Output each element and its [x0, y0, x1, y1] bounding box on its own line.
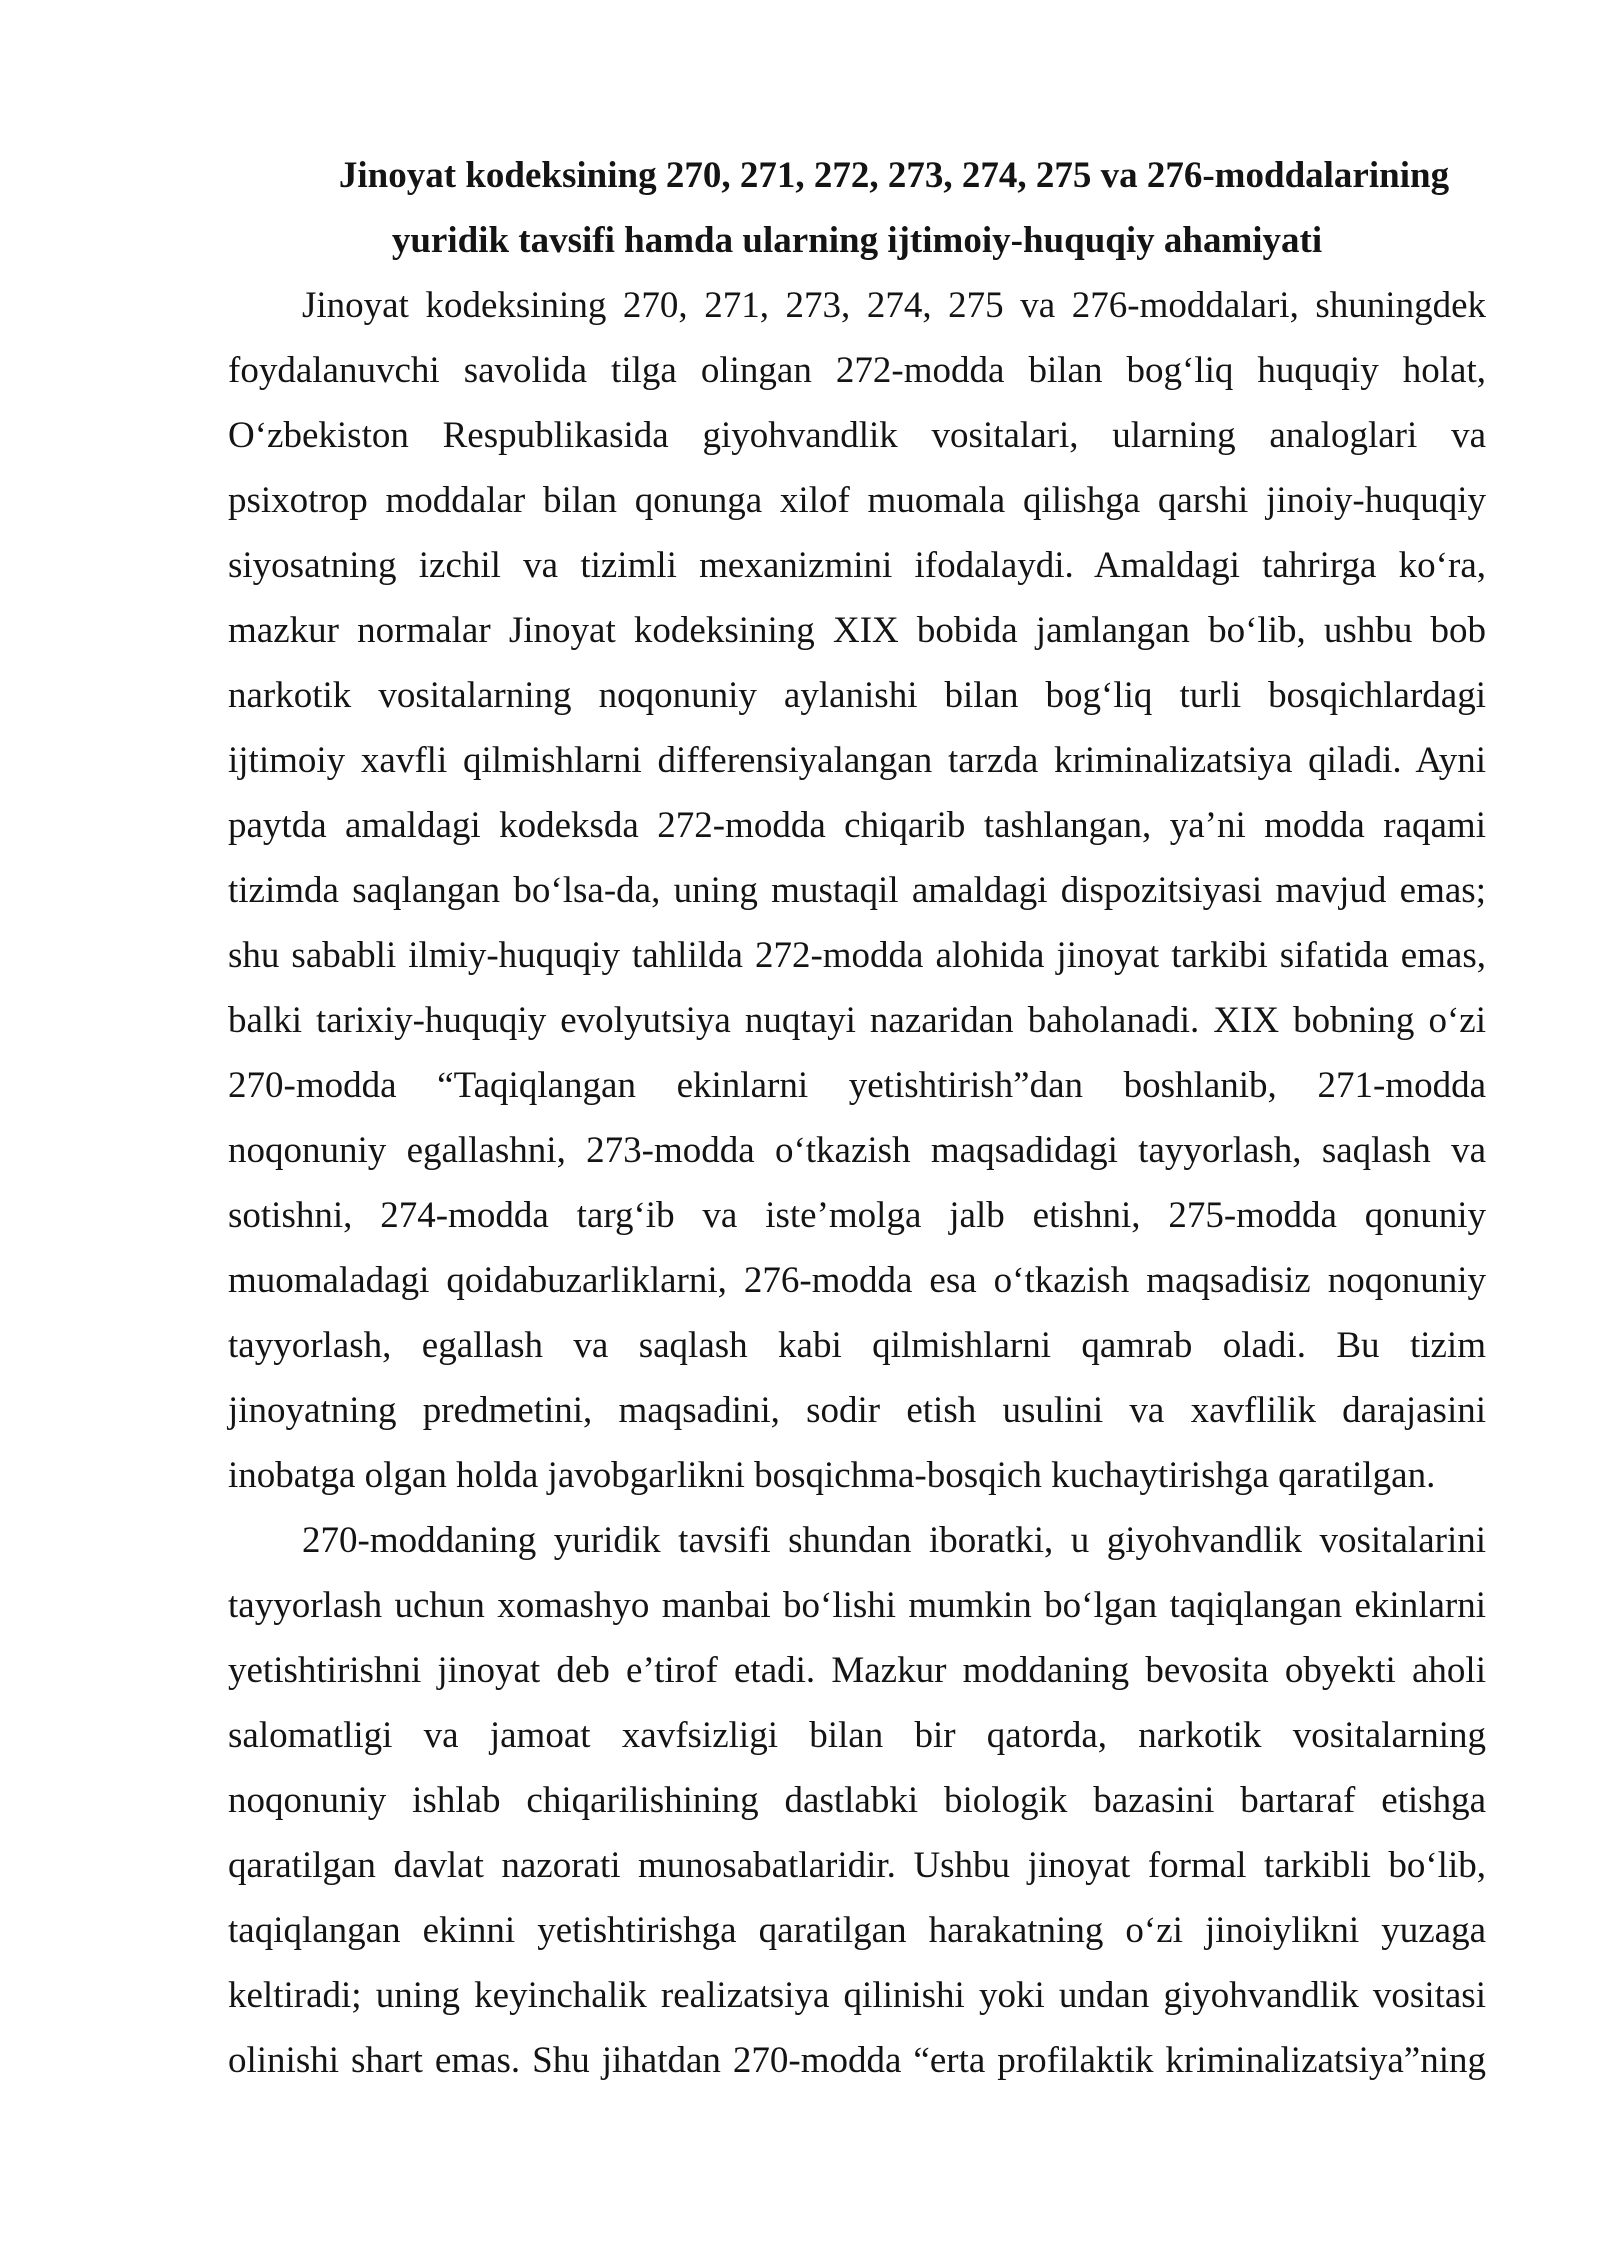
text-line: keltiradi; uning keyinchalik realizatsiya qilinishi yoki undan giyohvandlik vositasi — [228, 1975, 1486, 2016]
text-line: salomatligi va jamoat xavfsizligi bilan bir qatorda, narkotik vositalarning — [228, 1715, 1486, 1756]
text-line: 270-modda “Taqiqlangan ekinlarni yetishtirish”dan boshlanib, 271-modda — [228, 1065, 1486, 1106]
text-line: tayyorlash uchun xomashyo manbai bo‘lishi mumkin bo‘lgan taqiqlangan ekinlarni — [228, 1585, 1486, 1626]
text-line: tayyorlash, egallash va saqlash kabi qilmishlarni qamrab oladi. Bu tizim — [228, 1325, 1486, 1366]
text-line: balki tarixiy-huquqiy evolyutsiya nuqtayi nazaridan baholanadi. XIX bobning o‘zi — [228, 1000, 1486, 1041]
text-line: noqonuniy ishlab chiqarilishining dastlabki biologik bazasini bartaraf etishga — [228, 1780, 1486, 1821]
text-line: foydalanuvchi savolida tilga olingan 272-modda bilan bog‘liq huquqiy holat, — [228, 350, 1486, 391]
text-line: paytda amaldagi kodeksda 272-modda chiqarib tashlangan, ya’ni modda raqami — [228, 805, 1486, 846]
paragraph — [228, 1508, 1486, 2093]
title-line: yuridik tavsifi hamda ularning ijtimoiy-huquqiy ahamiyati — [391, 220, 1323, 261]
text-line: psixotrop moddalar bilan qonunga xilof muomala qilishga qarshi jinoiy-huquqiy — [228, 480, 1486, 521]
text-line: mazkur normalar Jinoyat kodeksining XIX bobida jamlangan bo‘lib, ushbu bob — [228, 610, 1486, 651]
document-title — [228, 143, 1486, 273]
text-line: ijtimoiy xavfli qilmishlarni differensiyalangan tarzda kriminalizatsiya qiladi. Ayni — [228, 740, 1486, 781]
text-line: qaratilgan davlat nazorati munosabatlaridir. Ushbu jinoyat formal tarkibli bo‘lib, — [228, 1845, 1486, 1886]
text-line: sotishni, 274-modda targ‘ib va iste’molga jalb etishni, 275-modda qonuniy — [228, 1195, 1486, 1236]
text-line: siyosatning izchil va tizimli mexanizmini ifodalaydi. Amaldagi tahrirga ko‘ra, — [228, 545, 1486, 586]
text-line: muomaladagi qoidabuzarliklarni, 276-modda esa o‘tkazish maqsadisiz noqonuniy — [228, 1260, 1486, 1301]
text-line: tizimda saqlangan bo‘lsa-da, uning mustaqil amaldagi dispozitsiyasi mavjud emas; — [228, 870, 1486, 911]
text-line: yetishtirishni jinoyat deb e’tirof etadi. Mazkur moddaning bevosita obyekti aholi — [228, 1650, 1486, 1691]
text-line: 270-moddaning yuridik tavsifi shundan iboratki, u giyohvandlik vositalarini — [302, 1520, 1486, 1561]
document-body — [228, 143, 1486, 2093]
text-line: taqiqlangan ekinni yetishtirishga qaratilgan harakatning o‘zi jinoiylikni yuzaga — [228, 1910, 1486, 1951]
text-line: narkotik vositalarning noqonuniy aylanishi bilan bog‘liq turli bosqichlardagi — [228, 675, 1486, 716]
paragraph — [228, 273, 1486, 1508]
text-line: noqonuniy egallashni, 273-modda o‘tkazish maqsadidagi tayyorlash, saqlash va — [228, 1130, 1486, 1171]
text-line: O‘zbekiston Respublikasida giyohvandlik vositalari, ularning analoglari va — [228, 415, 1486, 456]
text-line: Jinoyat kodeksining 270, 271, 273, 274, 275 va 276-moddalari, shuningdek — [302, 285, 1486, 326]
text-line: jinoyatning predmetini, maqsadini, sodir etish usulini va xavflilik darajasini — [228, 1390, 1486, 1431]
text-line: olinishi shart emas. Shu jihatdan 270-modda “erta profilaktik kriminalizatsiya”ning — [228, 2040, 1486, 2081]
title-line: Jinoyat kodeksining 270, 271, 272, 273, 274, 275 va 276-moddalarining — [338, 155, 1450, 196]
text-line: inobatga olgan holda javobgarlikni bosqichma-bosqich kuchaytirishga qaratilgan. — [228, 1455, 1436, 1496]
text-line: shu sababli ilmiy-huquqiy tahlilda 272-modda alohida jinoyat tarkibi sifatida emas, — [228, 935, 1486, 976]
